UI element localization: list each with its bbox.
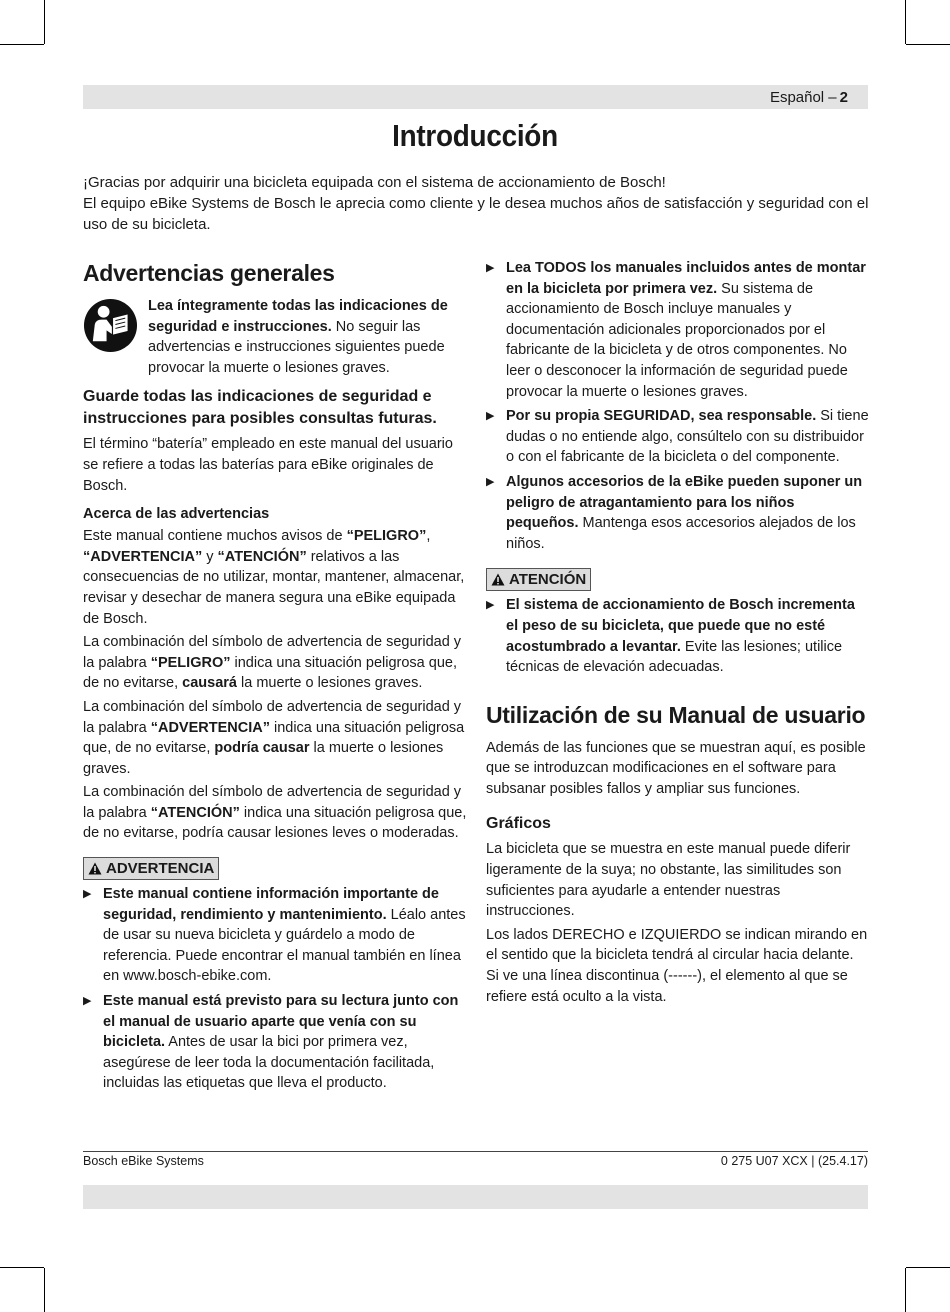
footer-bar — [83, 1185, 868, 1209]
danger-definition-paragraph — [83, 632, 467, 694]
triangle-bullet-icon: ▶ — [83, 995, 92, 1008]
triangle-bullet-icon: ▶ — [486, 262, 495, 274]
intro-paragraph: ¡Gracias por adquirir una bicicleta equipada con el sistema de accionamiento de Bosch! — [83, 174, 666, 191]
text-run-bold: “ADVERTENCIA” — [150, 719, 270, 736]
text-run: indica una situación peligrosa que, de no evitarse, — [83, 719, 465, 757]
crop-mark — [44, 0, 45, 44]
read-manual-icon — [83, 298, 138, 353]
bullet-bold: El sistema de accionamiento de Bosch incrementa el peso de su bicicleta, que puede que no esté acostumbrado a levantar. — [506, 597, 855, 655]
text-run: La combinación del símbolo de advertencia de seguridad y la palabra — [83, 784, 462, 821]
triangle-bullet-icon: ▶ — [486, 410, 495, 423]
warning-bullet — [486, 472, 870, 554]
keep-instructions-heading: Guarde todas las indicaciones de seguridad e instrucciones para posibles consultas futuras. — [83, 388, 437, 428]
warning-triangle-icon — [491, 573, 505, 586]
section-heading-general-warnings: Advertencias generales — [83, 260, 335, 286]
bullet-rest: Antes de usar la bici por primera vez, asegúrese de leer toda la documentación facilitada, incluidas las etiquetas que lleva el producto. — [103, 1034, 435, 1092]
intro-paragraph: El equipo eBike Systems de Bosch le aprecia como cliente y le desea muchos años de satisfacción y seguridad con el uso de su bicicleta. — [83, 195, 869, 233]
crop-mark — [905, 1268, 906, 1312]
text-run: y — [202, 548, 218, 565]
text-run: , — [426, 528, 431, 545]
caution-definition-paragraph — [83, 782, 467, 844]
bullet-bold: Por su propia SEGURIDAD, sea responsable. — [506, 408, 817, 425]
text-run: la muerte o lesiones graves. — [83, 740, 444, 777]
page-title: Introducción — [392, 118, 558, 153]
warning-bullet — [83, 884, 467, 987]
triangle-bullet-icon: ▶ — [83, 888, 92, 901]
caution-label — [486, 568, 591, 591]
read-instructions-text — [148, 296, 467, 378]
intro-section — [83, 172, 873, 235]
text-run: indica una situación peligrosa que, de no evitarse, — [83, 654, 457, 692]
bullet-rest: Si tiene dudas o no entiende algo, consúltelo con su distribuidor o con el fabricante de la bicicleta o del componente. — [506, 408, 869, 466]
warning-bullet — [486, 258, 870, 402]
bullet-bold: Este manual está previsto para su lectura junto con el manual de usuario aparte que venía con su bicicleta. — [103, 993, 459, 1051]
right-column — [486, 258, 870, 1010]
bullet-rest: Su sistema de accionamiento de Bosch incluye manuales y documentación adicionales proporcionados por el fabricante de la bicicleta y de otros componentes. No leer o desconocer la información de seguridad puede provocar la muerte o lesiones graves. — [506, 280, 848, 400]
bullet-rest: Evite las lesiones; utilice técnicas de elevación adecuadas. — [506, 638, 843, 676]
bullet-bold: Este manual contiene información importante de seguridad, rendimiento y mantenimiento. — [103, 886, 439, 923]
warning-definition-paragraph — [83, 697, 467, 779]
read-instructions-block — [83, 296, 467, 378]
text-run-bold: podría causar — [214, 740, 310, 757]
read-instructions-bold: Lea íntegramente todas las indicaciones de seguridad e instrucciones. — [148, 298, 448, 335]
text-run: indica una situación peligrosa que, de no evitarse, podría causar lesiones leves o moderadas. — [83, 804, 467, 842]
triangle-bullet-icon: ▶ — [486, 475, 495, 488]
battery-term-paragraph: El término “batería” empleado en este manual del usuario se refiere a todas las baterías para eBike originales de Bosch. — [83, 436, 453, 494]
bullet-bold: Algunos accesorios de la eBike pueden suponer un peligro de atragantamiento para los niños pequeños. — [506, 473, 863, 532]
footer-company: Bosch eBike Systems — [83, 1154, 204, 1168]
text-run: La combinación del símbolo de advertencia de seguridad y la palabra — [83, 634, 462, 671]
graphics-paragraph: La bicicleta que se muestra en este manual puede diferir ligeramente de la suya; no obstante, las similitudes son suficientes para ayudarle a entender nuestras instrucciones. — [486, 841, 851, 920]
footer-doc-code: 0 275 U07 XCX | (25.4.17) — [720, 1154, 868, 1168]
text-run: relativos a las consecuencias de no utilizar, montar, mantener, almacenar, revisar y desechar de manera segura una eBike equipada de Bosch. — [83, 548, 465, 627]
manual-paragraph: Además de las funciones que se muestran aquí, es posible que se introduzcan modificaciones en el software para subsanar posibles fallos y ampliar sus funciones. — [486, 739, 866, 797]
caution-bullet — [486, 595, 870, 677]
bullet-rest: Mantenga esos accesorios alejados de los niños. — [506, 515, 856, 552]
crop-mark — [0, 1267, 44, 1268]
crop-mark — [906, 1267, 950, 1268]
crop-mark — [905, 0, 906, 44]
text-run: Este manual contiene muchos avisos de — [83, 528, 347, 545]
warning-triangle-icon — [88, 862, 102, 875]
header-language: Español – — [769, 88, 837, 106]
warning-bullet — [486, 406, 870, 468]
left-column — [83, 258, 467, 1098]
bullet-bold: Lea TODOS los manuales incluidos antes de montar en la bicicleta por primera vez. — [506, 260, 866, 297]
read-instructions-rest: No seguir las advertencias e instrucciones siguientes puede provocar la muerte o lesiones graves. — [148, 318, 445, 376]
text-run-bold: “ADVERTENCIA” — [83, 548, 203, 565]
bullet-rest: Léalo antes de usar su nueva bicicleta y guárdelo a modo de referencia. Puede encontrar el manual también en línea en www.bosch-ebike.com. — [103, 906, 466, 985]
text-run-bold: “ATENCIÓN” — [217, 548, 307, 565]
footer-divider — [83, 1151, 868, 1152]
section-heading-user-manual: Utilización de su Manual de usuario — [486, 701, 866, 728]
crop-mark — [906, 44, 950, 45]
text-run-bold: “PELIGRO” — [346, 528, 427, 545]
triangle-bullet-icon: ▶ — [486, 599, 495, 612]
warning-label — [83, 857, 219, 880]
about-warnings-heading: Acerca de las advertencias — [83, 506, 270, 523]
warning-bullet — [83, 991, 467, 1094]
text-run-bold: causará — [182, 675, 237, 692]
text-run: la muerte o lesiones graves. — [236, 675, 423, 692]
caution-label-text: ATENCIÓN — [509, 571, 587, 589]
warnings-overview-paragraph — [83, 526, 467, 629]
text-run-bold: “ATENCIÓN” — [150, 804, 240, 821]
crop-mark — [0, 44, 44, 45]
text-run-bold: “PELIGRO” — [150, 654, 231, 671]
page-number: 2 — [839, 88, 848, 106]
text-run: La combinación del símbolo de advertencia de seguridad y la palabra — [83, 698, 462, 736]
graphics-paragraph: Los lados DERECHO e IZQUIERDO se indican mirando en el sentido que la bicicleta tendrá al circular hacia delante. Si ve una línea discontinua (------), el elemento al que se refiere está oculto a la vista. — [486, 926, 868, 1005]
page-header — [83, 85, 868, 109]
warning-label-text: ADVERTENCIA — [106, 860, 215, 878]
crop-mark — [44, 1268, 45, 1312]
graphics-heading: Gráficos — [486, 815, 551, 833]
